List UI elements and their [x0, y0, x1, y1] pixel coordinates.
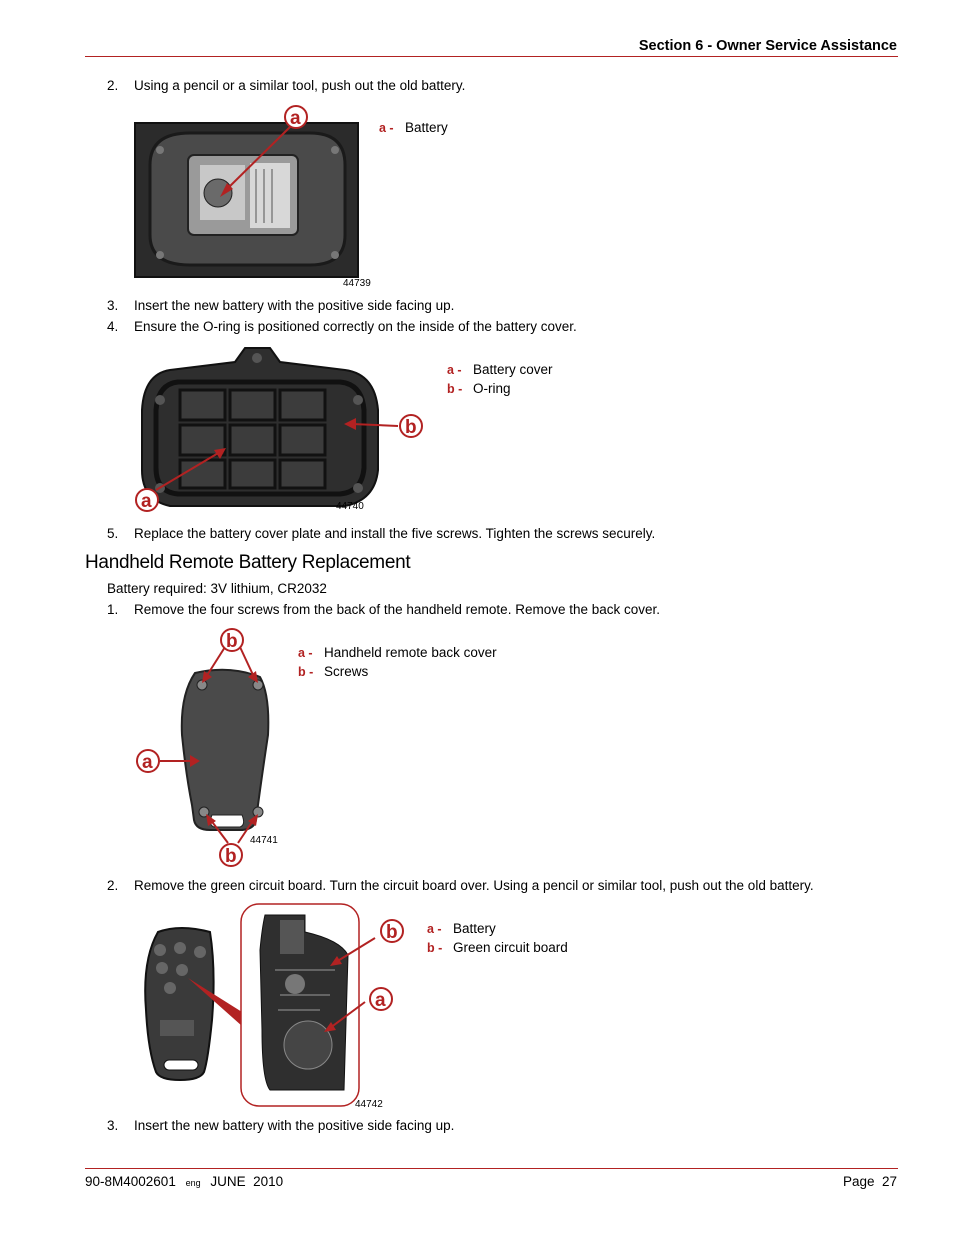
page-number: Page 27: [842, 1174, 897, 1189]
step-number: 2.: [107, 78, 119, 93]
publish-date: JUNE 2010: [210, 1174, 284, 1189]
step-item: [107, 319, 577, 334]
language-code: eng: [185, 1178, 201, 1188]
figure-number: 44740: [336, 501, 364, 512]
legend-key: b -: [447, 382, 463, 396]
legend-item: [447, 362, 553, 377]
step-item: [107, 602, 660, 617]
legend-item: [427, 921, 496, 936]
callout-a-label: a: [142, 752, 153, 773]
battery-required: Battery required: 3V lithium, CR2032: [107, 581, 327, 596]
callout-b-label: b: [386, 922, 398, 943]
legend-text: Battery cover: [473, 362, 553, 377]
step-item: [107, 878, 814, 893]
footer-rule: [85, 1168, 898, 1169]
legend-item: [427, 940, 568, 955]
figure-remote-back: [130, 625, 290, 870]
legend-item: [298, 664, 368, 679]
step-item: [107, 526, 655, 541]
step-text: Insert the new battery with the positive side facing up.: [134, 1118, 455, 1133]
step-number: 2.: [107, 878, 119, 893]
figure-battery-housing: [130, 105, 370, 290]
legend-item: [379, 120, 448, 135]
callout-b-label: b: [226, 631, 238, 652]
section-heading: Handheld Remote Battery Replacement: [85, 552, 411, 573]
legend-text: Green circuit board: [453, 940, 568, 955]
legend-key: a -: [427, 922, 442, 936]
step-number: 4.: [107, 319, 119, 334]
callout-a-label: a: [141, 491, 152, 512]
step-number: 3.: [107, 298, 119, 313]
legend-key: b -: [298, 665, 314, 679]
legend-text: Battery: [453, 921, 496, 936]
legend-text: O-ring: [473, 381, 511, 396]
step-text: Remove the green circuit board. Turn the circuit board over. Using a pencil or similar tool, push out the old battery.: [134, 878, 814, 893]
step-item: [107, 78, 465, 93]
figure-number: 44742: [355, 1099, 383, 1110]
legend-key: a -: [447, 363, 462, 377]
callout-b-label: b: [405, 417, 417, 438]
step-number: 3.: [107, 1118, 119, 1133]
callout-a-label: a: [375, 990, 386, 1011]
legend-text: Screws: [324, 664, 369, 679]
step-number: 5.: [107, 526, 119, 541]
footer-left: [85, 1174, 283, 1189]
step-text: Ensure the O-ring is positioned correctly on the inside of the battery cover.: [134, 319, 577, 334]
doc-number: 90-8M4002601: [85, 1174, 176, 1189]
figure-number: 44739: [343, 278, 371, 289]
figure-battery-cover: [130, 340, 430, 520]
figure-number: 44741: [250, 835, 278, 846]
legend-key: a -: [379, 121, 394, 135]
legend-key: b -: [427, 941, 443, 955]
step-text: Replace the battery cover plate and install the five screws. Tighten the screws securely.: [134, 526, 656, 541]
step-item: [107, 1118, 454, 1133]
legend-text: Battery: [405, 120, 448, 135]
header-rule: [85, 56, 898, 57]
legend-item: [298, 645, 497, 660]
step-number: 1.: [107, 602, 119, 617]
step-text: Using a pencil or a similar tool, push out the old battery.: [134, 78, 466, 93]
legend-key: a -: [298, 646, 313, 660]
callout-b-label: b: [225, 846, 237, 867]
figure-circuit-board: [130, 900, 420, 1110]
legend-item: [447, 381, 511, 396]
step-text: Remove the four screws from the back of the handheld remote. Remove the back cover.: [134, 602, 661, 617]
step-item: [107, 298, 454, 313]
legend-text: Handheld remote back cover: [324, 645, 497, 660]
section-header: Section 6 - Owner Service Assistance: [638, 38, 897, 54]
step-text: Insert the new battery with the positive side facing up.: [134, 298, 455, 313]
callout-a-label: a: [290, 108, 301, 129]
